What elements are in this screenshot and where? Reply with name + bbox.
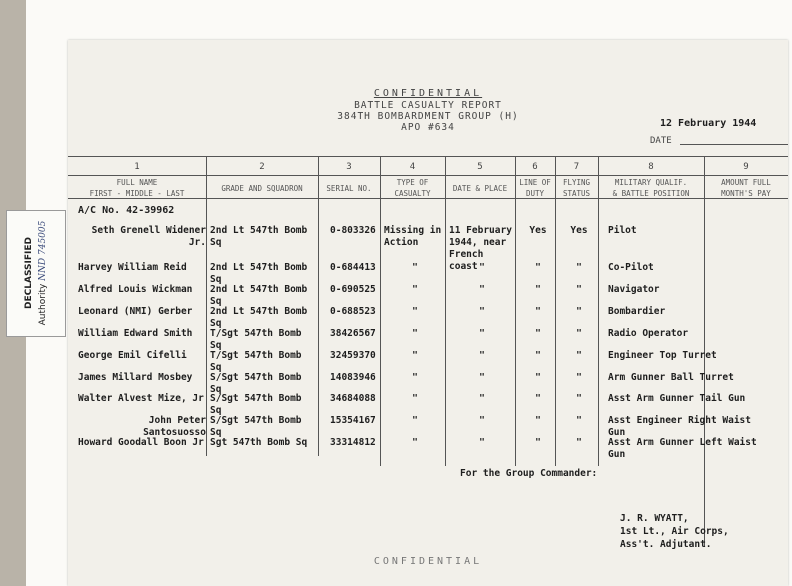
cell-name: Harvey William Reid [78, 262, 187, 273]
cell-date-place: " [479, 437, 485, 448]
apo-number: APO #634 [401, 122, 455, 133]
cell-date-place: " [479, 415, 485, 426]
cell-date-place: " [479, 262, 485, 273]
cell-grade: Sgt 547th Bomb Sq [210, 437, 308, 448]
cell-date-place: " [479, 393, 485, 404]
table-row [68, 393, 788, 416]
table-top-rule [68, 156, 788, 157]
date-underline [680, 144, 788, 145]
cell-duty: " [535, 306, 541, 317]
confidential-footer: CONFIDENTIAL [373, 556, 483, 567]
cell-grade: S/Sgt 547th Bomb Sq [210, 372, 302, 395]
cell-serial: 38426567 [330, 328, 376, 339]
cell-serial: 0-690525 [330, 284, 376, 295]
cell-position: Radio Operator [608, 328, 689, 339]
column-header-flying: FLYING STATUS [562, 178, 591, 198]
cell-casualty: " [412, 372, 418, 383]
cell-serial: 14083946 [330, 372, 376, 383]
table-row [68, 284, 788, 307]
cell-serial: 0-688523 [330, 306, 376, 317]
cell-name: George Emil Cifelli [78, 350, 187, 361]
cell-flying: " [576, 284, 582, 295]
cell-name: Leonard (NMI) Gerber [78, 306, 193, 317]
cell-flying: " [576, 328, 582, 339]
cell-duty: " [535, 415, 541, 426]
signature-name: J. R. WYATT, [620, 513, 689, 524]
cell-casualty: " [412, 415, 418, 426]
cell-name: William Edward Smith [78, 328, 193, 339]
cell-name: Alfred Louis Wickman [78, 284, 193, 295]
cell-position: Asst Engineer Right Waist Gun [608, 415, 751, 438]
cell-position: Navigator [608, 284, 660, 295]
table-row [68, 415, 788, 438]
cell-date-place: " [479, 350, 485, 361]
column-header-position: MILITARY QUALIF. & BATTLE POSITION [612, 178, 690, 198]
cell-grade: S/Sgt 547th Bomb Sq [210, 393, 302, 416]
date-label: DATE [650, 136, 672, 146]
cell-name: James Millard Mosbey [78, 372, 193, 383]
cell-date-place: " [479, 306, 485, 317]
cell-duty: " [535, 393, 541, 404]
cell-flying: Yes [570, 225, 588, 236]
cell-casualty: " [412, 306, 418, 317]
signature-rank: 1st Lt., Air Corps, [620, 526, 729, 537]
cell-position: Co-Pilot [608, 262, 654, 273]
table-row [68, 437, 788, 460]
cell-date-place: " [479, 372, 485, 383]
column-number: 2 [259, 162, 265, 172]
cell-flying: " [576, 415, 582, 426]
declassified-stamp [6, 210, 66, 337]
stamp-authority: Authority NND 745005 [38, 220, 48, 326]
cell-duty: " [535, 328, 541, 339]
cell-date-place: " [479, 328, 485, 339]
column-number: 7 [573, 162, 580, 172]
signature-title: Ass't. Adjutant. [620, 539, 712, 550]
cell-serial: 0-803326 [330, 225, 376, 236]
for-group-commander: For the Group Commander: [460, 468, 598, 479]
cell-casualty: " [412, 393, 418, 404]
table-row [68, 262, 788, 285]
cell-duty: Yes [529, 225, 547, 236]
column-number: 1 [134, 162, 140, 172]
cell-duty: " [535, 372, 541, 383]
cell-position: Asst Arm Gunner Left Waist Gun [608, 437, 757, 460]
cell-name: Howard Goodall Boon Jr [78, 437, 204, 448]
cell-name: Seth Grenell Widener Jr. [91, 225, 206, 248]
cell-casualty: Missing in Action [384, 225, 442, 248]
cell-grade: 2nd Lt 547th Bomb Sq [210, 284, 308, 307]
cell-serial: 34684088 [330, 393, 376, 404]
cell-casualty: " [412, 350, 418, 361]
column-header-name: FULL NAME FIRST - MIDDLE - LAST [89, 178, 185, 198]
cell-date-place: 11 February 1944, near French coast [449, 225, 512, 272]
column-header-casualty: TYPE OF CASUALTY [394, 178, 431, 198]
casualty-report-document [68, 40, 788, 586]
aircraft-serial: A/C No. 42-39962 [78, 205, 175, 216]
cell-flying: " [576, 437, 582, 448]
cell-serial: 0-684413 [330, 262, 376, 273]
cell-position: Engineer Top Turret [608, 350, 717, 361]
cell-position: Asst Arm Gunner Tail Gun [608, 393, 746, 404]
cell-flying: " [576, 372, 582, 383]
cell-grade: S/Sgt 547th Bomb Sq [210, 415, 302, 438]
column-header-pay: AMOUNT FULL MONTH'S PAY [721, 178, 771, 198]
cell-position: Arm Gunner Ball Turret [608, 372, 734, 383]
cell-serial: 32459370 [330, 350, 376, 361]
table-row [68, 350, 788, 373]
group-name: 384TH BOMBARDMENT GROUP (H) [337, 111, 519, 122]
column-number: 9 [743, 162, 749, 172]
cell-position: Pilot [608, 225, 637, 236]
table-row [68, 306, 788, 329]
cell-flying: " [576, 262, 582, 273]
cell-duty: " [535, 262, 541, 273]
confidential-heading: CONFIDENTIAL [373, 88, 483, 99]
table-row [68, 372, 788, 395]
cell-grade: 2nd Lt 547th Bomb Sq [210, 306, 308, 329]
column-header-grade: GRADE AND SQUADRON [221, 184, 303, 193]
column-number: 8 [648, 162, 654, 172]
cell-flying: " [576, 350, 582, 361]
cell-serial: 33314812 [330, 437, 376, 448]
header-divider [68, 175, 788, 176]
cell-grade: T/Sgt 547th Bomb Sq [210, 328, 302, 351]
cell-duty: " [535, 350, 541, 361]
cell-duty: " [535, 284, 541, 295]
cell-flying: " [576, 306, 582, 317]
column-number: 3 [346, 162, 352, 172]
cell-name: John Peter Santosuosso [143, 415, 206, 438]
cell-grade: T/Sgt 547th Bomb Sq [210, 350, 302, 373]
cell-date-place: " [479, 284, 485, 295]
column-header-date-place: DATE & PLACE [452, 184, 508, 193]
column-header-duty: LINE OF DUTY [519, 178, 551, 198]
cell-casualty: " [412, 284, 418, 295]
stamp-declassified: DECLASSIFIED [24, 237, 34, 309]
column-number: 4 [409, 162, 416, 172]
stamp-authority-number: NND 745005 [38, 220, 48, 281]
cell-duty: " [535, 437, 541, 448]
column-number: 6 [532, 162, 538, 172]
report-title: BATTLE CASUALTY REPORT [354, 100, 502, 111]
cell-casualty: " [412, 437, 418, 448]
cell-position: Bombardier [608, 306, 666, 317]
report-date: 12 February 1944 [660, 118, 757, 129]
cell-casualty: " [412, 262, 418, 273]
cell-name: Walter Alvest Mize, Jr [78, 393, 204, 404]
cell-serial: 15354167 [330, 415, 376, 426]
table-row [68, 328, 788, 351]
cell-flying: " [576, 393, 582, 404]
cell-grade: 2nd Lt 547th Bomb Sq [210, 262, 308, 285]
signature-block [620, 512, 729, 551]
cell-grade: 2nd Lt 547th Bomb Sq [210, 225, 308, 248]
cell-casualty: " [412, 328, 418, 339]
column-header-serial: SERIAL NO. [326, 184, 372, 193]
column-number: 5 [477, 162, 483, 172]
